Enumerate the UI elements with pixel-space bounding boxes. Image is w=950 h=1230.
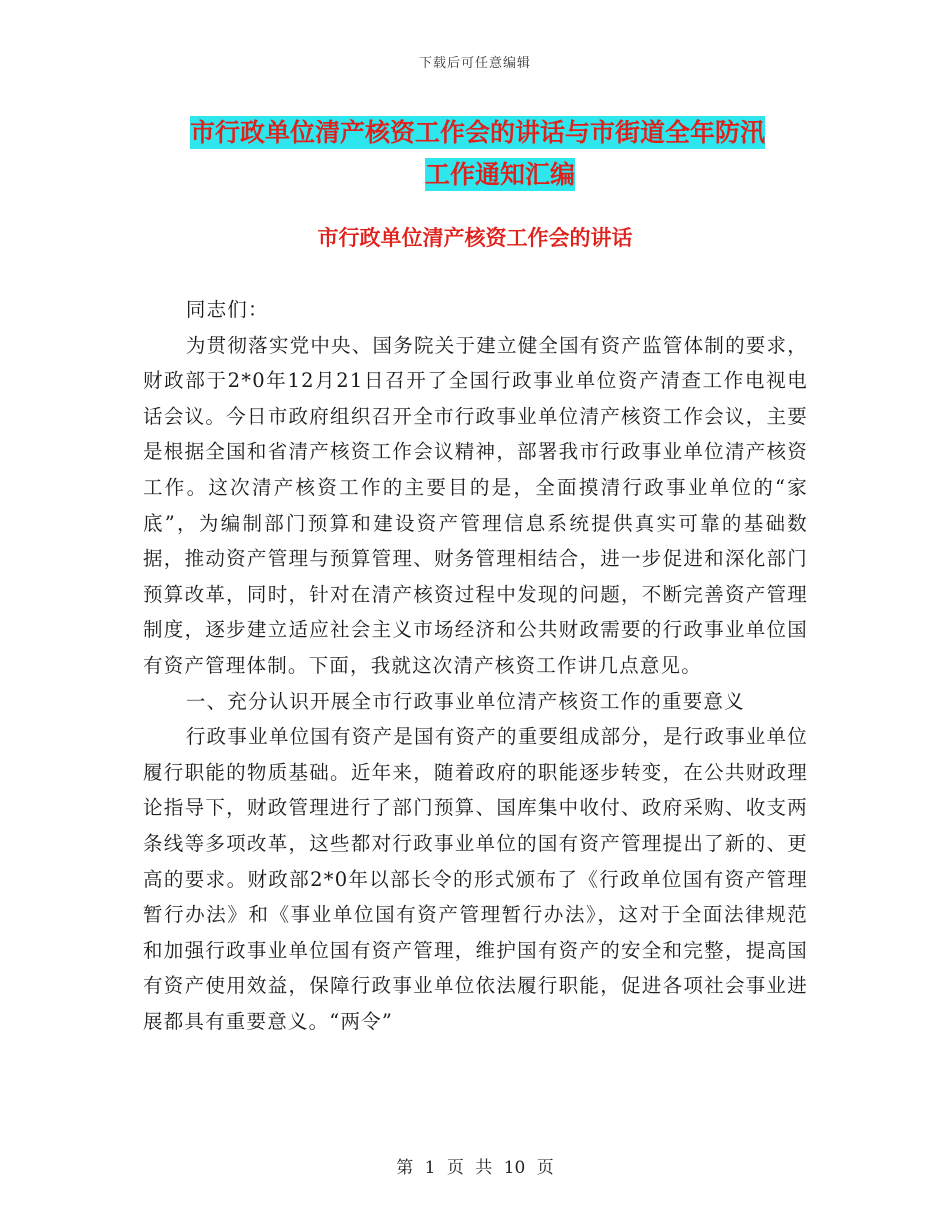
document-title — [190, 112, 810, 196]
document-body — [143, 292, 808, 1039]
page-footer: 第 1 页 共 10 页 — [396, 1158, 554, 1178]
section-heading: 一、充分认识开展全市行政事业单位清产核资工作的重要意义 — [185, 689, 745, 713]
body-paragraph: 行政事业单位国有资产是国有资产的重要组成部分，是行政事业单位履行职能的物质基础。近年来，随着政府的职能逐步转变，在公共财政理论指导下，财政管理进行了部门预算、国库集中收付、政府采购、收支两条线等多项改革，这些都对行政事业单位的国有资产管理提出了新的、更高的要求。财政部2*0年以部长令的形式颁布了《行政单位国有资产管理暂行办法》和《事业单位国有资产管理暂行办法》，这对于全面法律规范和加强行政事业单位国有资产管理，维护国有资产的安全和完整，提高国有资产使用效益，保障行政事业单位依法履行职能，促进各项社会事业进展都具有重要意义。“两令” — [143, 725, 808, 1033]
header-note: 下载后可任意编辑 — [418, 56, 531, 71]
document-title-line1: 市行政单位清产核资工作会的讲话与市街道全年防汛 — [190, 118, 766, 147]
body-paragraph: 为贯彻落实党中央、国务院关于建立健全国有资产监管体制的要求，财政部于2*0年12月21日召开了全国行政事业单位资产清查工作电视电话会议。今日市政府组织召开全市行政事业单位清产核资工作会议，主要是根据全国和省清产核资工作会议精神，部署我市行政事业单位清产核资工作。这次清产核资工作的主要目的是，全面摸清行政事业单位的“家底”，为编制部门预算和建设资产管理信息系统提供真实可靠的基础数据，推动资产管理与预算管理、财务管理相结合，进一步促进和深化部门预算改革，同时，针对在清产核资过程中发现的问题，不断完善资产管理制度，逐步建立适应社会主义市场经济和公共财政需要的行政事业单位国有资产管理体制。下面，我就这次清产核资工作讲几点意见。 — [143, 333, 808, 677]
section-title: 市行政单位清产核资工作会的讲话 — [317, 225, 633, 250]
salutation: 同志们： — [185, 298, 269, 321]
document-title-line2: 工作通知汇编 — [424, 160, 575, 189]
